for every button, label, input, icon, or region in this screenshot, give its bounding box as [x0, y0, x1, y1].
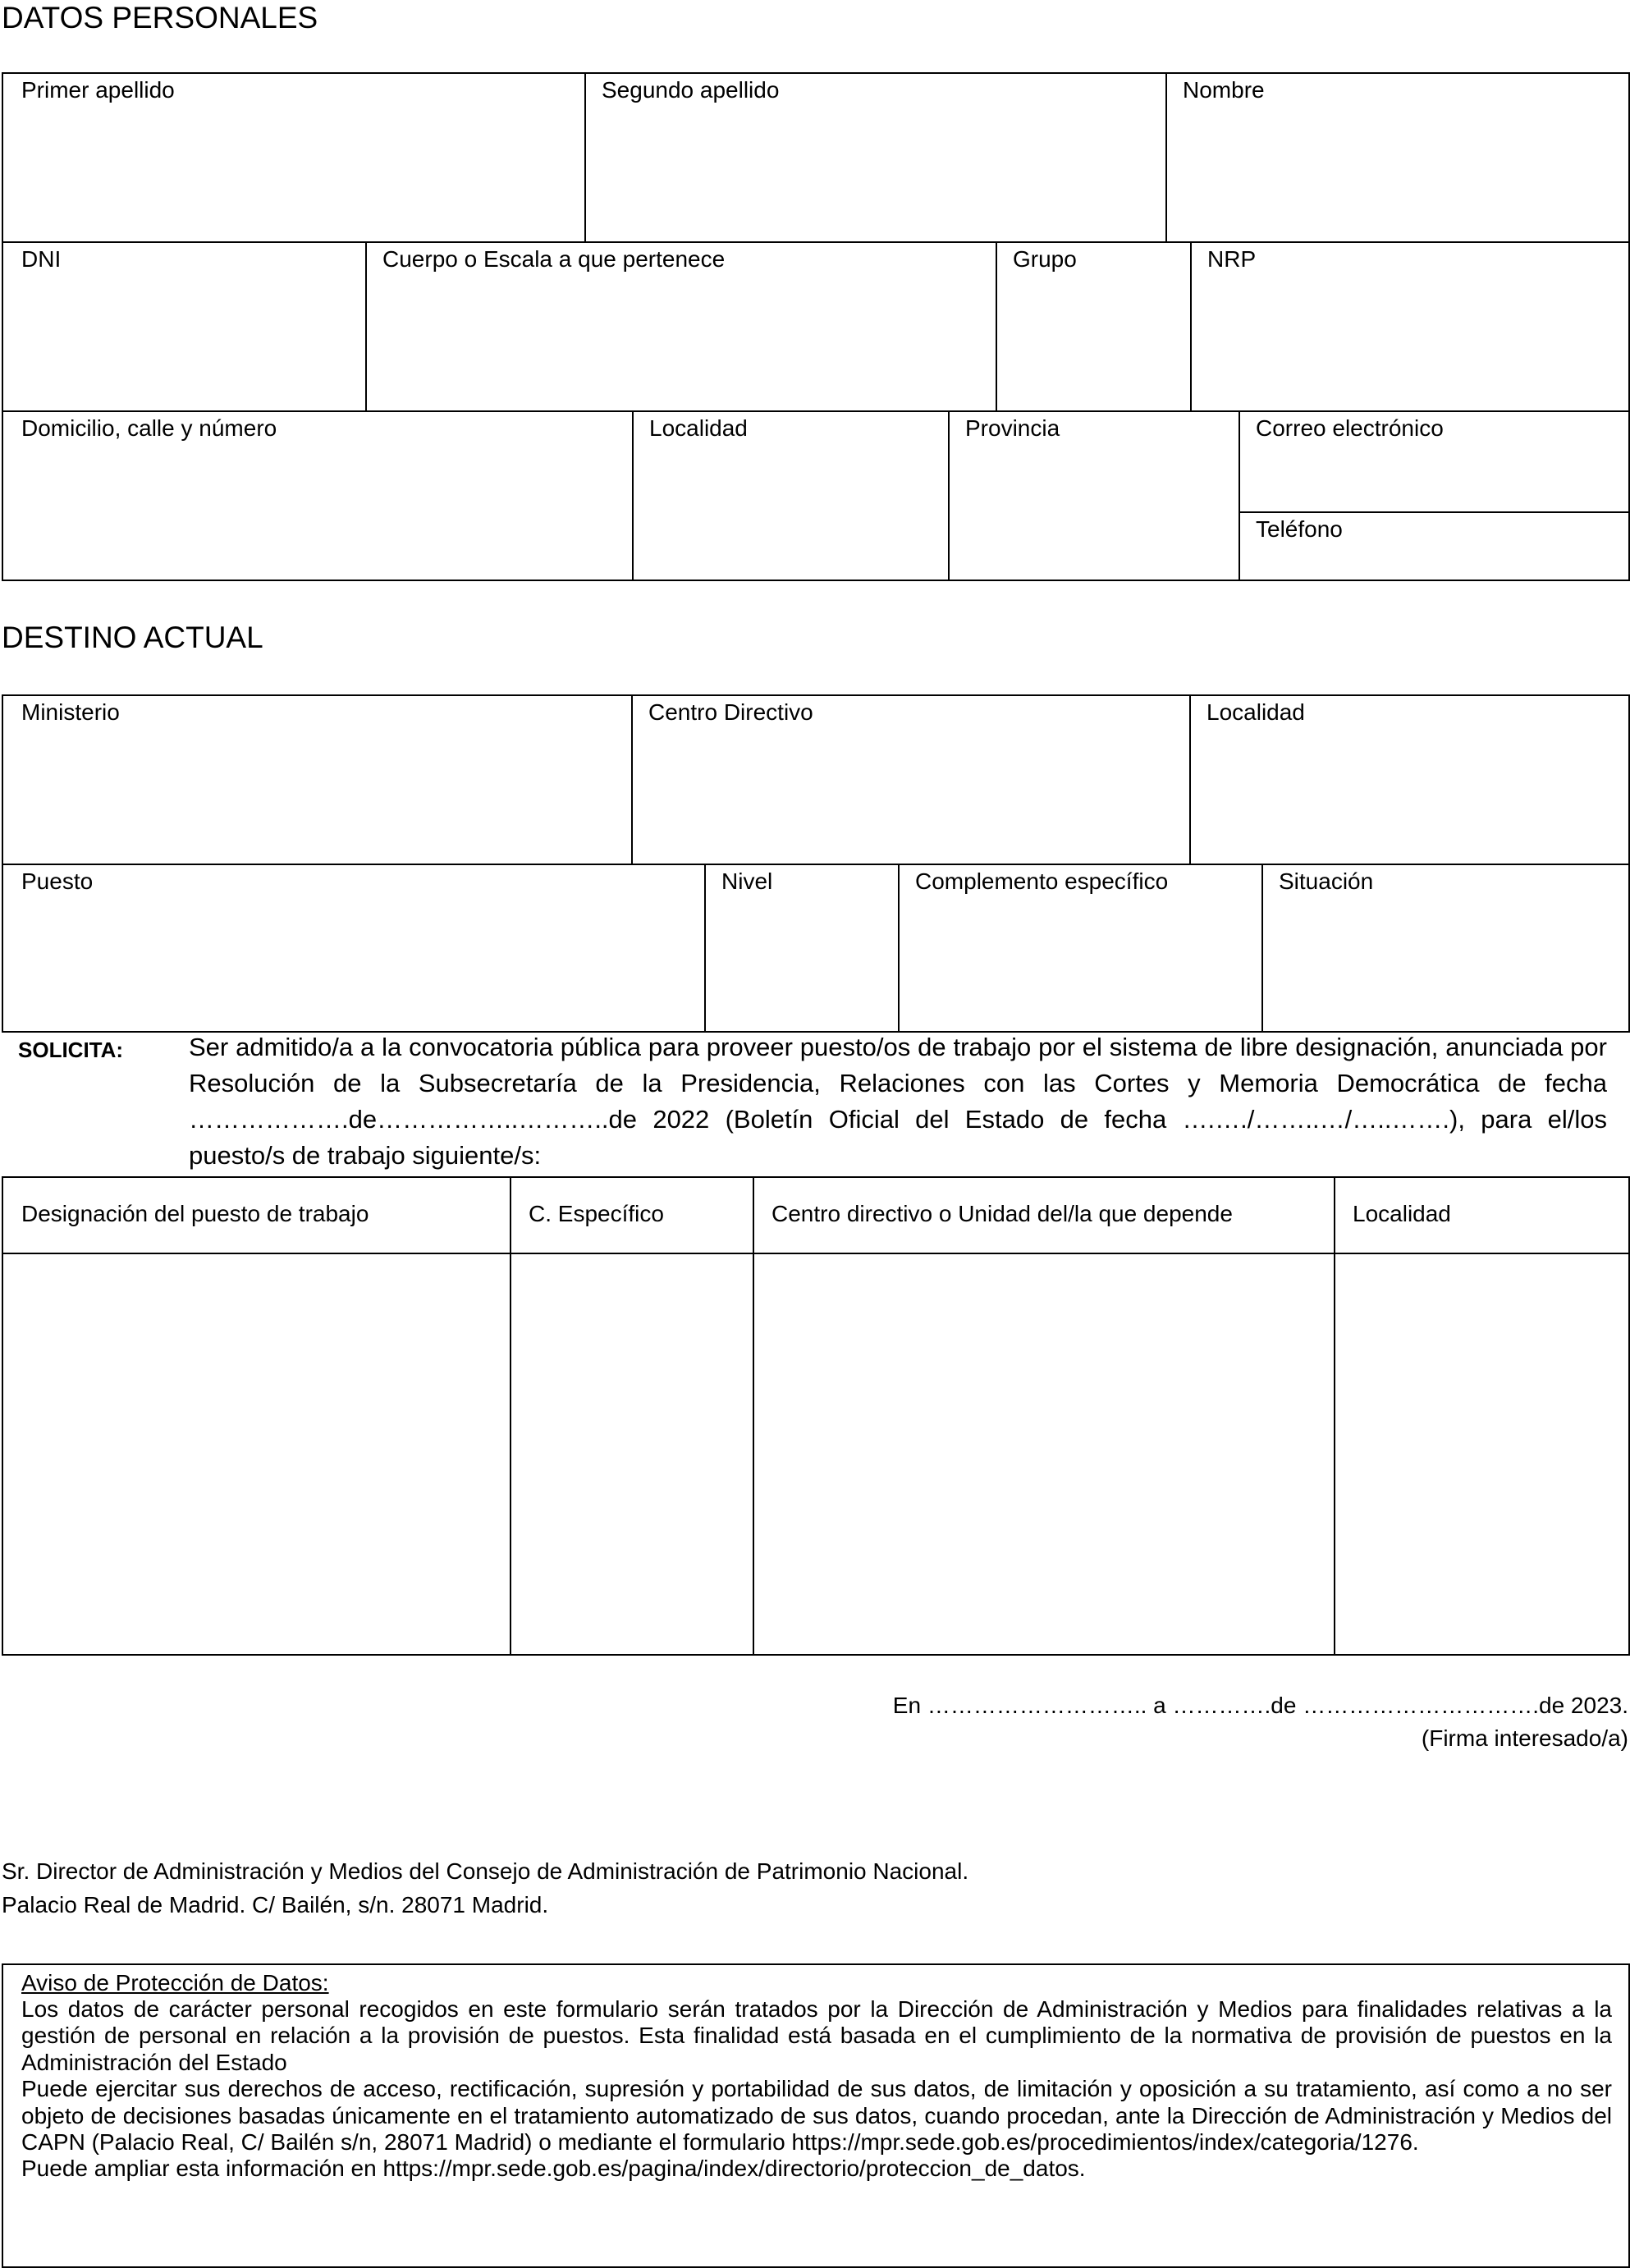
col-divider: [948, 411, 950, 580]
field-complemento-especifico[interactable]: Complemento específico: [915, 868, 1169, 894]
field-ministerio[interactable]: Ministerio: [21, 699, 120, 725]
field-cuerpo-escala[interactable]: Cuerpo o Escala a que pertenece: [382, 246, 726, 272]
field-nrp[interactable]: NRP: [1207, 246, 1257, 272]
col-divider: [704, 864, 706, 1031]
field-provincia[interactable]: Provincia: [965, 415, 1060, 441]
field-segundo-apellido[interactable]: Segundo apellido: [602, 77, 780, 103]
col-divider: [1190, 242, 1192, 411]
col-divider: [996, 242, 997, 411]
date-line[interactable]: En ……………………….. a ………….de ………………………….de 2023.: [892, 1693, 1628, 1718]
recipient-line-1: Sr. Director de Administración y Medios del Consejo de Administración de Patrimonio Nacional.: [2, 1858, 969, 1884]
field-grupo[interactable]: Grupo: [1013, 246, 1077, 272]
column-header: Centro directivo o Unidad del/la que depende: [772, 1201, 1233, 1226]
puestos-input-cell[interactable]: [3, 1254, 510, 1654]
field-situacion[interactable]: Situación: [1279, 868, 1374, 894]
column-header: C. Específico: [529, 1201, 664, 1226]
field-centro-directivo[interactable]: Centro Directivo: [648, 699, 813, 725]
field-telefono[interactable]: Teléfono: [1256, 516, 1343, 542]
row-divider: [3, 864, 1628, 865]
field-localidad-destino[interactable]: Localidad: [1206, 699, 1305, 725]
localidad-input-cell[interactable]: [1335, 1254, 1628, 1654]
row-divider: [3, 410, 1628, 412]
col-divider: [632, 411, 634, 580]
col-divider: [365, 242, 367, 411]
field-localidad[interactable]: Localidad: [649, 415, 748, 441]
centro-directivo-input-cell[interactable]: [754, 1254, 1334, 1654]
datos-personales-table: [2, 72, 1630, 581]
recipient-line-2: Palacio Real de Madrid. C/ Bailén, s/n. 28071 Madrid.: [2, 1892, 549, 1917]
puestos-table: [2, 1176, 1630, 1656]
col-divider: [631, 696, 633, 864]
privacy-notice-box: [2, 1963, 1630, 2268]
col-divider: [898, 864, 900, 1031]
field-correo[interactable]: Correo electrónico: [1256, 415, 1444, 441]
column-header: Localidad: [1353, 1201, 1451, 1226]
solicita-label: SOLICITA:: [18, 1038, 124, 1062]
privacy-paragraph: Puede ejercitar sus derechos de acceso, rectificación, supresión y portabilidad de sus datos, de limitación y oposición a su tratamiento, así como a no ser objeto de decisiones basadas únicamente en el tratamiento automatizado de sus datos, cuando procedan, ante la Dirección de Administración y Medios del CAPN (Palacio Real, C/ Bailén s/n, 28071 Madrid) o mediante el formulario https://mpr.sede.gob.es/procedimientos/index/categoria/1276.: [21, 2076, 1612, 2156]
col-divider: [584, 74, 586, 242]
field-puesto[interactable]: Puesto: [21, 868, 94, 894]
field-nivel[interactable]: Nivel: [721, 868, 773, 894]
field-dni[interactable]: DNI: [21, 246, 62, 272]
section-title-destino-actual: DESTINO ACTUAL: [2, 621, 263, 654]
col-divider: [1261, 864, 1263, 1031]
field-domicilio[interactable]: Domicilio, calle y número: [21, 415, 277, 441]
field-nombre[interactable]: Nombre: [1183, 77, 1265, 103]
field-primer-apellido[interactable]: Primer apellido: [21, 77, 175, 103]
col-divider: [1239, 411, 1240, 580]
privacy-paragraph: Los datos de carácter personal recogidos en este formulario serán tratados por la Dirección de Administración y Medios para finalidades relativas a la gestión de personal en relación a la provisión de puestos. Esta finalidad está basada en el cumplimiento de la normativa de provisión de puestos en la Administración del Estado: [21, 1996, 1612, 2075]
c-especifico-input-cell[interactable]: [511, 1254, 753, 1654]
col-divider: [1189, 696, 1191, 864]
destino-actual-table: [2, 694, 1630, 1033]
cell-divider: [1239, 511, 1628, 513]
privacy-paragraph: Puede ampliar esta información en https://mpr.sede.gob.es/pagina/index/directorio/proteccion_de_datos.: [21, 2156, 1086, 2182]
privacy-title: Aviso de Protección de Datos:: [21, 1970, 329, 1995]
solicita-text: Ser admitido/a a la convocatoria pública para proveer puesto/os de trabajo por el sistema de libre designación, anunciada por Resolución de la Subsecretaría de la Presidencia, Relaciones con las Cortes y Memoria Democrática de fecha ……………….de……………..………..de 2022 (Boletín Oficial del Estado de fecha ….…./……..…/…..…….), para el/los puesto/s de trabajo siguiente/s:: [189, 1033, 1607, 1170]
firma-label: (Firma interesado/a): [1421, 1725, 1628, 1751]
section-title-datos-personales: DATOS PERSONALES: [2, 1, 318, 34]
col-divider: [1165, 74, 1167, 242]
column-header: Designación del puesto de trabajo: [21, 1201, 369, 1226]
row-divider: [3, 241, 1628, 243]
